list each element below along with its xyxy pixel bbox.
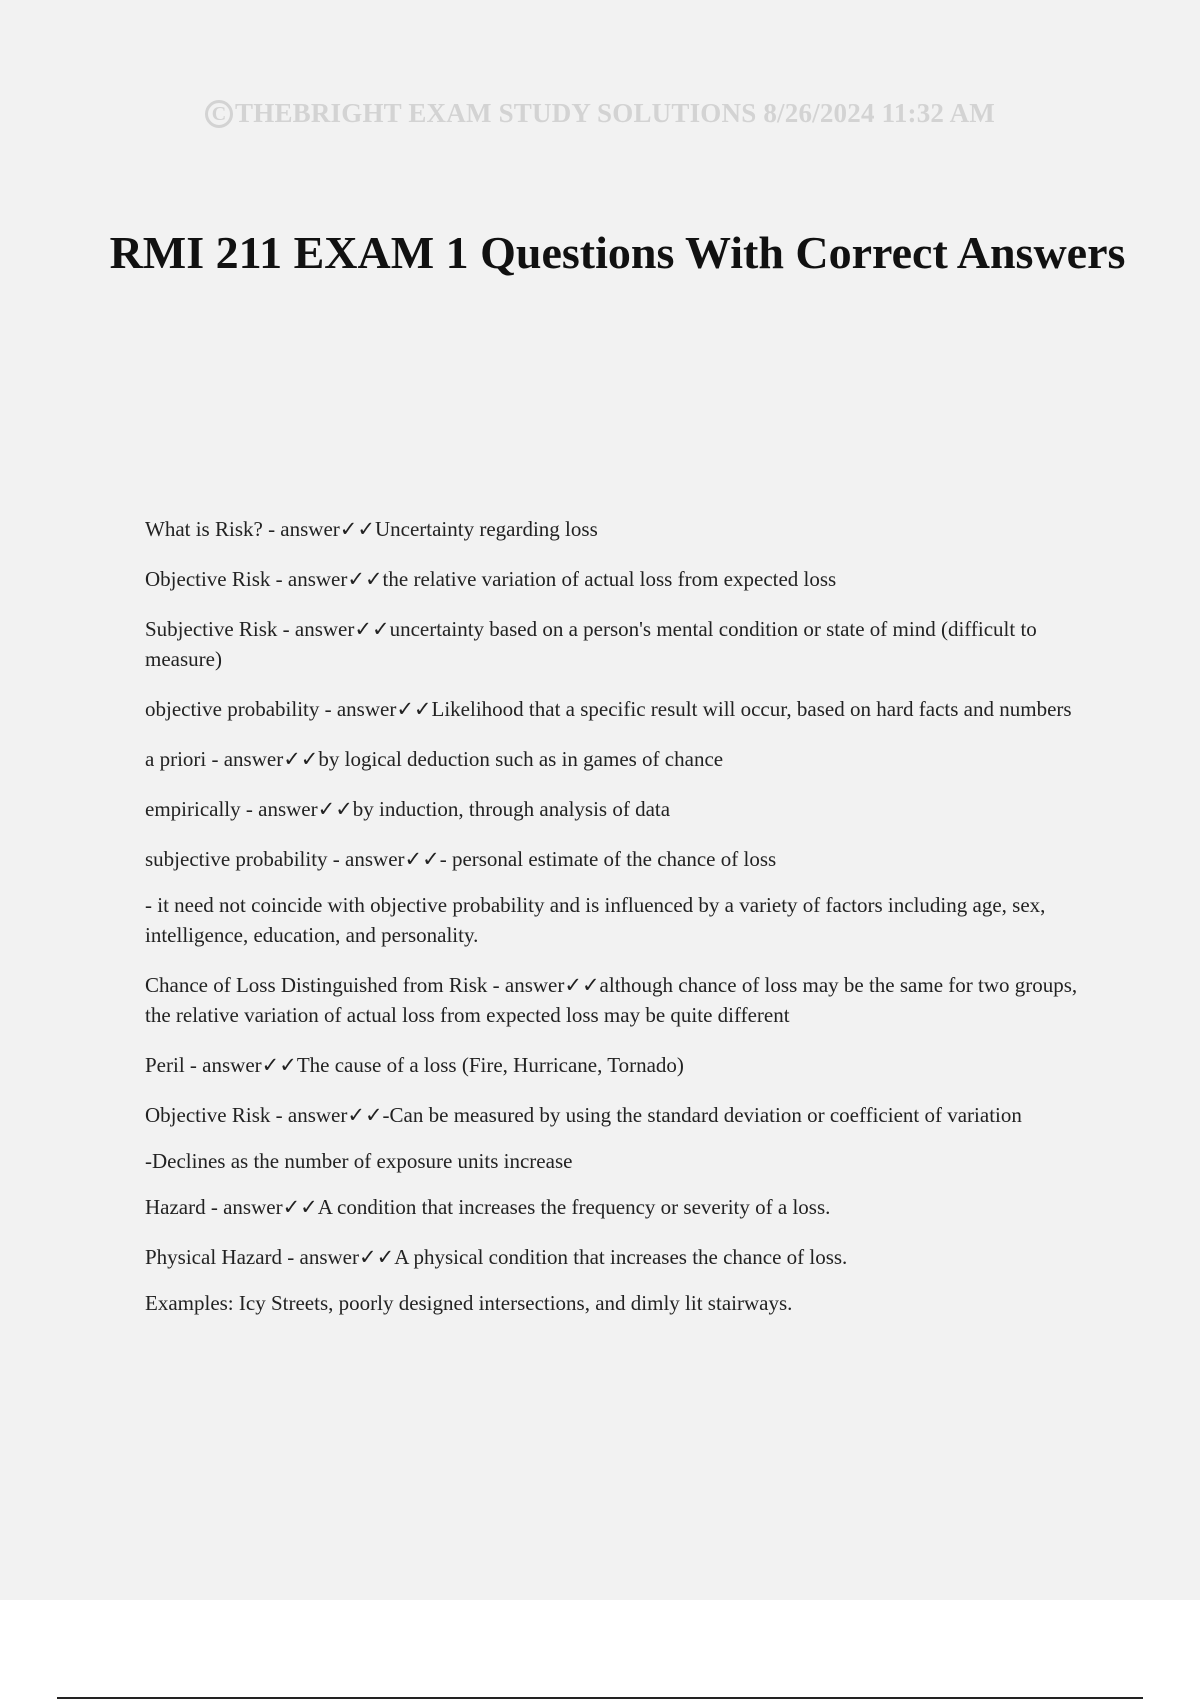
qa-item: subjective probability - answer✓✓- personal estimate of the chance of loss <box>145 847 777 871</box>
qa-list <box>145 514 1095 1338</box>
qa-item: Hazard - answer✓✓A condition that increases the frequency or severity of a loss. <box>145 1195 831 1219</box>
qa-item: Objective Risk - answer✓✓-Can be measured by using the standard deviation or coefficient of variation <box>145 1103 1022 1127</box>
qa-item: objective probability - answer✓✓Likelihood that a specific result will occur, based on hard facts and numbers <box>145 697 1072 721</box>
qa-item: What is Risk? - answer✓✓Uncertainty regarding loss <box>145 517 598 541</box>
qa-item: Chance of Loss Distinguished from Risk - answer✓✓although chance of loss may be the same for two groups, the relative variation of actual loss from expected loss may be quite different <box>145 973 1078 1027</box>
qa-item: - it need not coincide with objective probability and is influenced by a variety of factors including age, sex, intelligence, education, and personality. <box>145 893 1046 947</box>
copyright-icon: C <box>205 100 233 128</box>
qa-item: Peril - answer✓✓The cause of a loss (Fire, Hurricane, Tornado) <box>145 1053 684 1077</box>
document-title: RMI 211 EXAM 1 Questions With Correct Answers <box>109 227 1126 278</box>
qa-item: Objective Risk - answer✓✓the relative variation of actual loss from expected loss <box>145 567 837 591</box>
qa-item: -Declines as the number of exposure units increase <box>145 1149 573 1173</box>
qa-item: Examples: Icy Streets, poorly designed intersections, and dimly lit stairways. <box>145 1291 793 1315</box>
qa-item: Physical Hazard - answer✓✓A physical condition that increases the chance of loss. <box>145 1245 848 1269</box>
qa-item: a priori - answer✓✓by logical deduction such as in games of chance <box>145 747 724 771</box>
qa-item: empirically - answer✓✓by induction, through analysis of data <box>145 797 671 821</box>
watermark <box>0 98 1200 129</box>
footer-divider <box>57 1697 1143 1699</box>
watermark-text: THEBRIGHT EXAM STUDY SOLUTIONS 8/26/2024 11:32 AM <box>235 98 995 128</box>
qa-item: Subjective Risk - answer✓✓uncertainty based on a person's mental condition or state of mind (difficult to measure) <box>145 617 1037 671</box>
